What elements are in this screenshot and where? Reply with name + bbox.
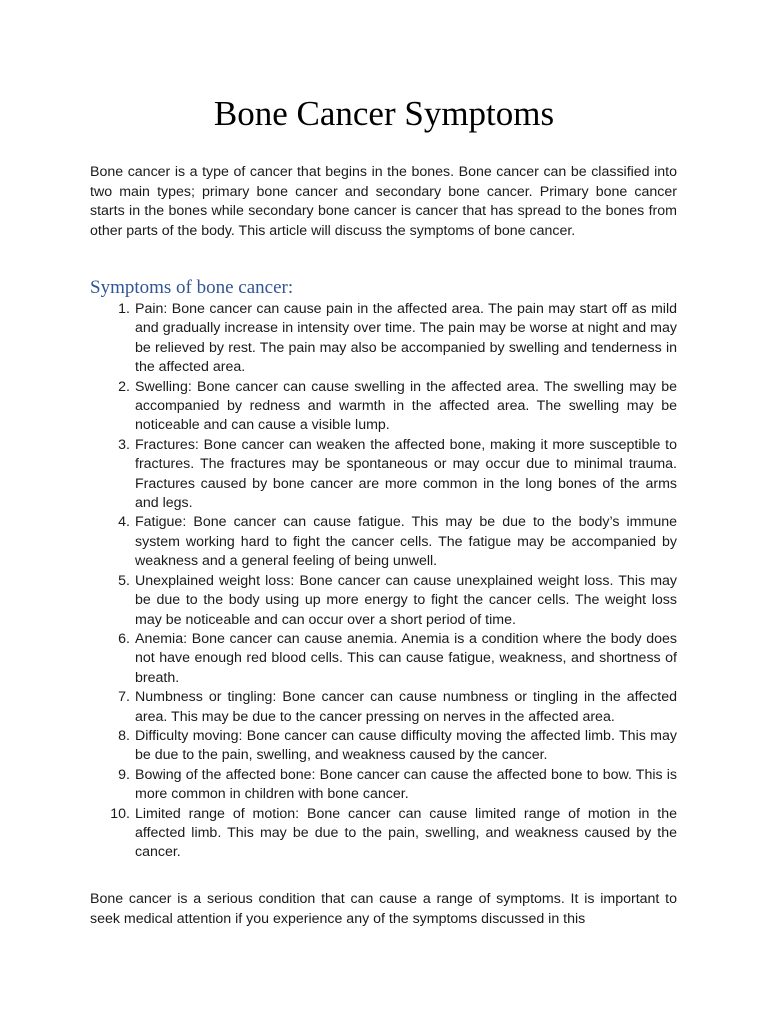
- list-number: 3.: [118, 436, 130, 453]
- list-item-text: Swelling: Bone cancer can cause swelling in the affected area. The swelling may be accompanied by redness and warmth in the affected area. The swelling may be noticeable and can cause a visible lump.: [135, 378, 677, 434]
- list-item-text: Anemia: Bone cancer can cause anemia. Anemia is a condition where the body does not have enough red blood cells. This can cause fatigue, weakness, and shortness of breath.: [135, 630, 677, 686]
- closing-paragraph: Bone cancer is a serious condition that can cause a range of symptoms. It is important to seek medical attention if you experience any of the symptoms discussed in this: [90, 891, 677, 927]
- list-item-text: Difficulty moving: Bone cancer can cause difficulty moving the affected limb. This may be due to the pain, swelling, and weakness caused by the cancer.: [135, 727, 677, 764]
- list-number: 7.: [118, 689, 130, 706]
- symptom-list: [90, 300, 677, 863]
- list-number: 4.: [118, 514, 130, 531]
- list-item-text: Bowing of the affected bone: Bone cancer can cause the affected bone to bow. This is more common in children with bone cancer.: [135, 766, 677, 803]
- list-item: [90, 727, 677, 766]
- list-item-text: Fractures: Bone cancer can weaken the affected bone, making it more susceptible to fractures. The fractures may be spontaneous or may occur due to minimal trauma. Fractures caused by bone cancer are more common in the long bones of the arms and legs.: [135, 436, 677, 512]
- list-item: [90, 766, 677, 805]
- list-number: 9.: [118, 766, 130, 783]
- list-number: 10.: [110, 805, 130, 822]
- list-item: [90, 630, 677, 688]
- list-item-text: Limited range of motion: Bone cancer can cause limited range of motion in the affected limb. This may be due to the pain, swelling, and weakness caused by the cancer.: [135, 805, 677, 861]
- list-number: 6.: [118, 630, 130, 647]
- list-number: 5.: [118, 572, 130, 589]
- intro-paragraph: Bone cancer is a type of cancer that begins in the bones. Bone cancer can be classified into two main types; primary bone cancer and secondary bone cancer. Primary bone cancer starts in the bones while secondary bone cancer is cancer that has spread to the bones from other parts of the body. This article will discuss the symptoms of bone cancer.: [90, 164, 677, 239]
- list-number: 8.: [118, 727, 130, 744]
- page-title: Bone Cancer Symptoms: [213, 94, 555, 133]
- list-item: [90, 300, 677, 378]
- list-item: [90, 513, 677, 571]
- list-item: [90, 378, 677, 436]
- list-item: [90, 572, 677, 630]
- list-item: [90, 805, 677, 863]
- list-number: 2.: [118, 378, 130, 395]
- section-heading: Symptoms of bone cancer:: [90, 277, 294, 298]
- list-item-text: Pain: Bone cancer can cause pain in the affected area. The pain may start off as mild and gradually increase in intensity over time. The pain may be worse at night and may be relieved by rest. The pain may also be accompanied by swelling and tenderness in the affected area.: [135, 301, 677, 376]
- list-item: [90, 436, 677, 514]
- list-item: [90, 688, 677, 727]
- list-item-text: Unexplained weight loss: Bone cancer can cause unexplained weight loss. This may be due to the body using up more energy to fight the cancer cells. The weight loss may be noticeable and can occur over a short period of time.: [135, 572, 677, 628]
- list-item-text: Numbness or tingling: Bone cancer can cause numbness or tingling in the affected area. This may be due to the cancer pressing on nerves in the affected area.: [135, 689, 677, 725]
- list-item-text: Fatigue: Bone cancer can cause fatigue. This may be due to the body’s immune system working hard to fight the cancer cells. The fatigue may be accompanied by weakness and a general feeling of being unwell.: [135, 514, 677, 570]
- list-number: 1.: [118, 301, 130, 317]
